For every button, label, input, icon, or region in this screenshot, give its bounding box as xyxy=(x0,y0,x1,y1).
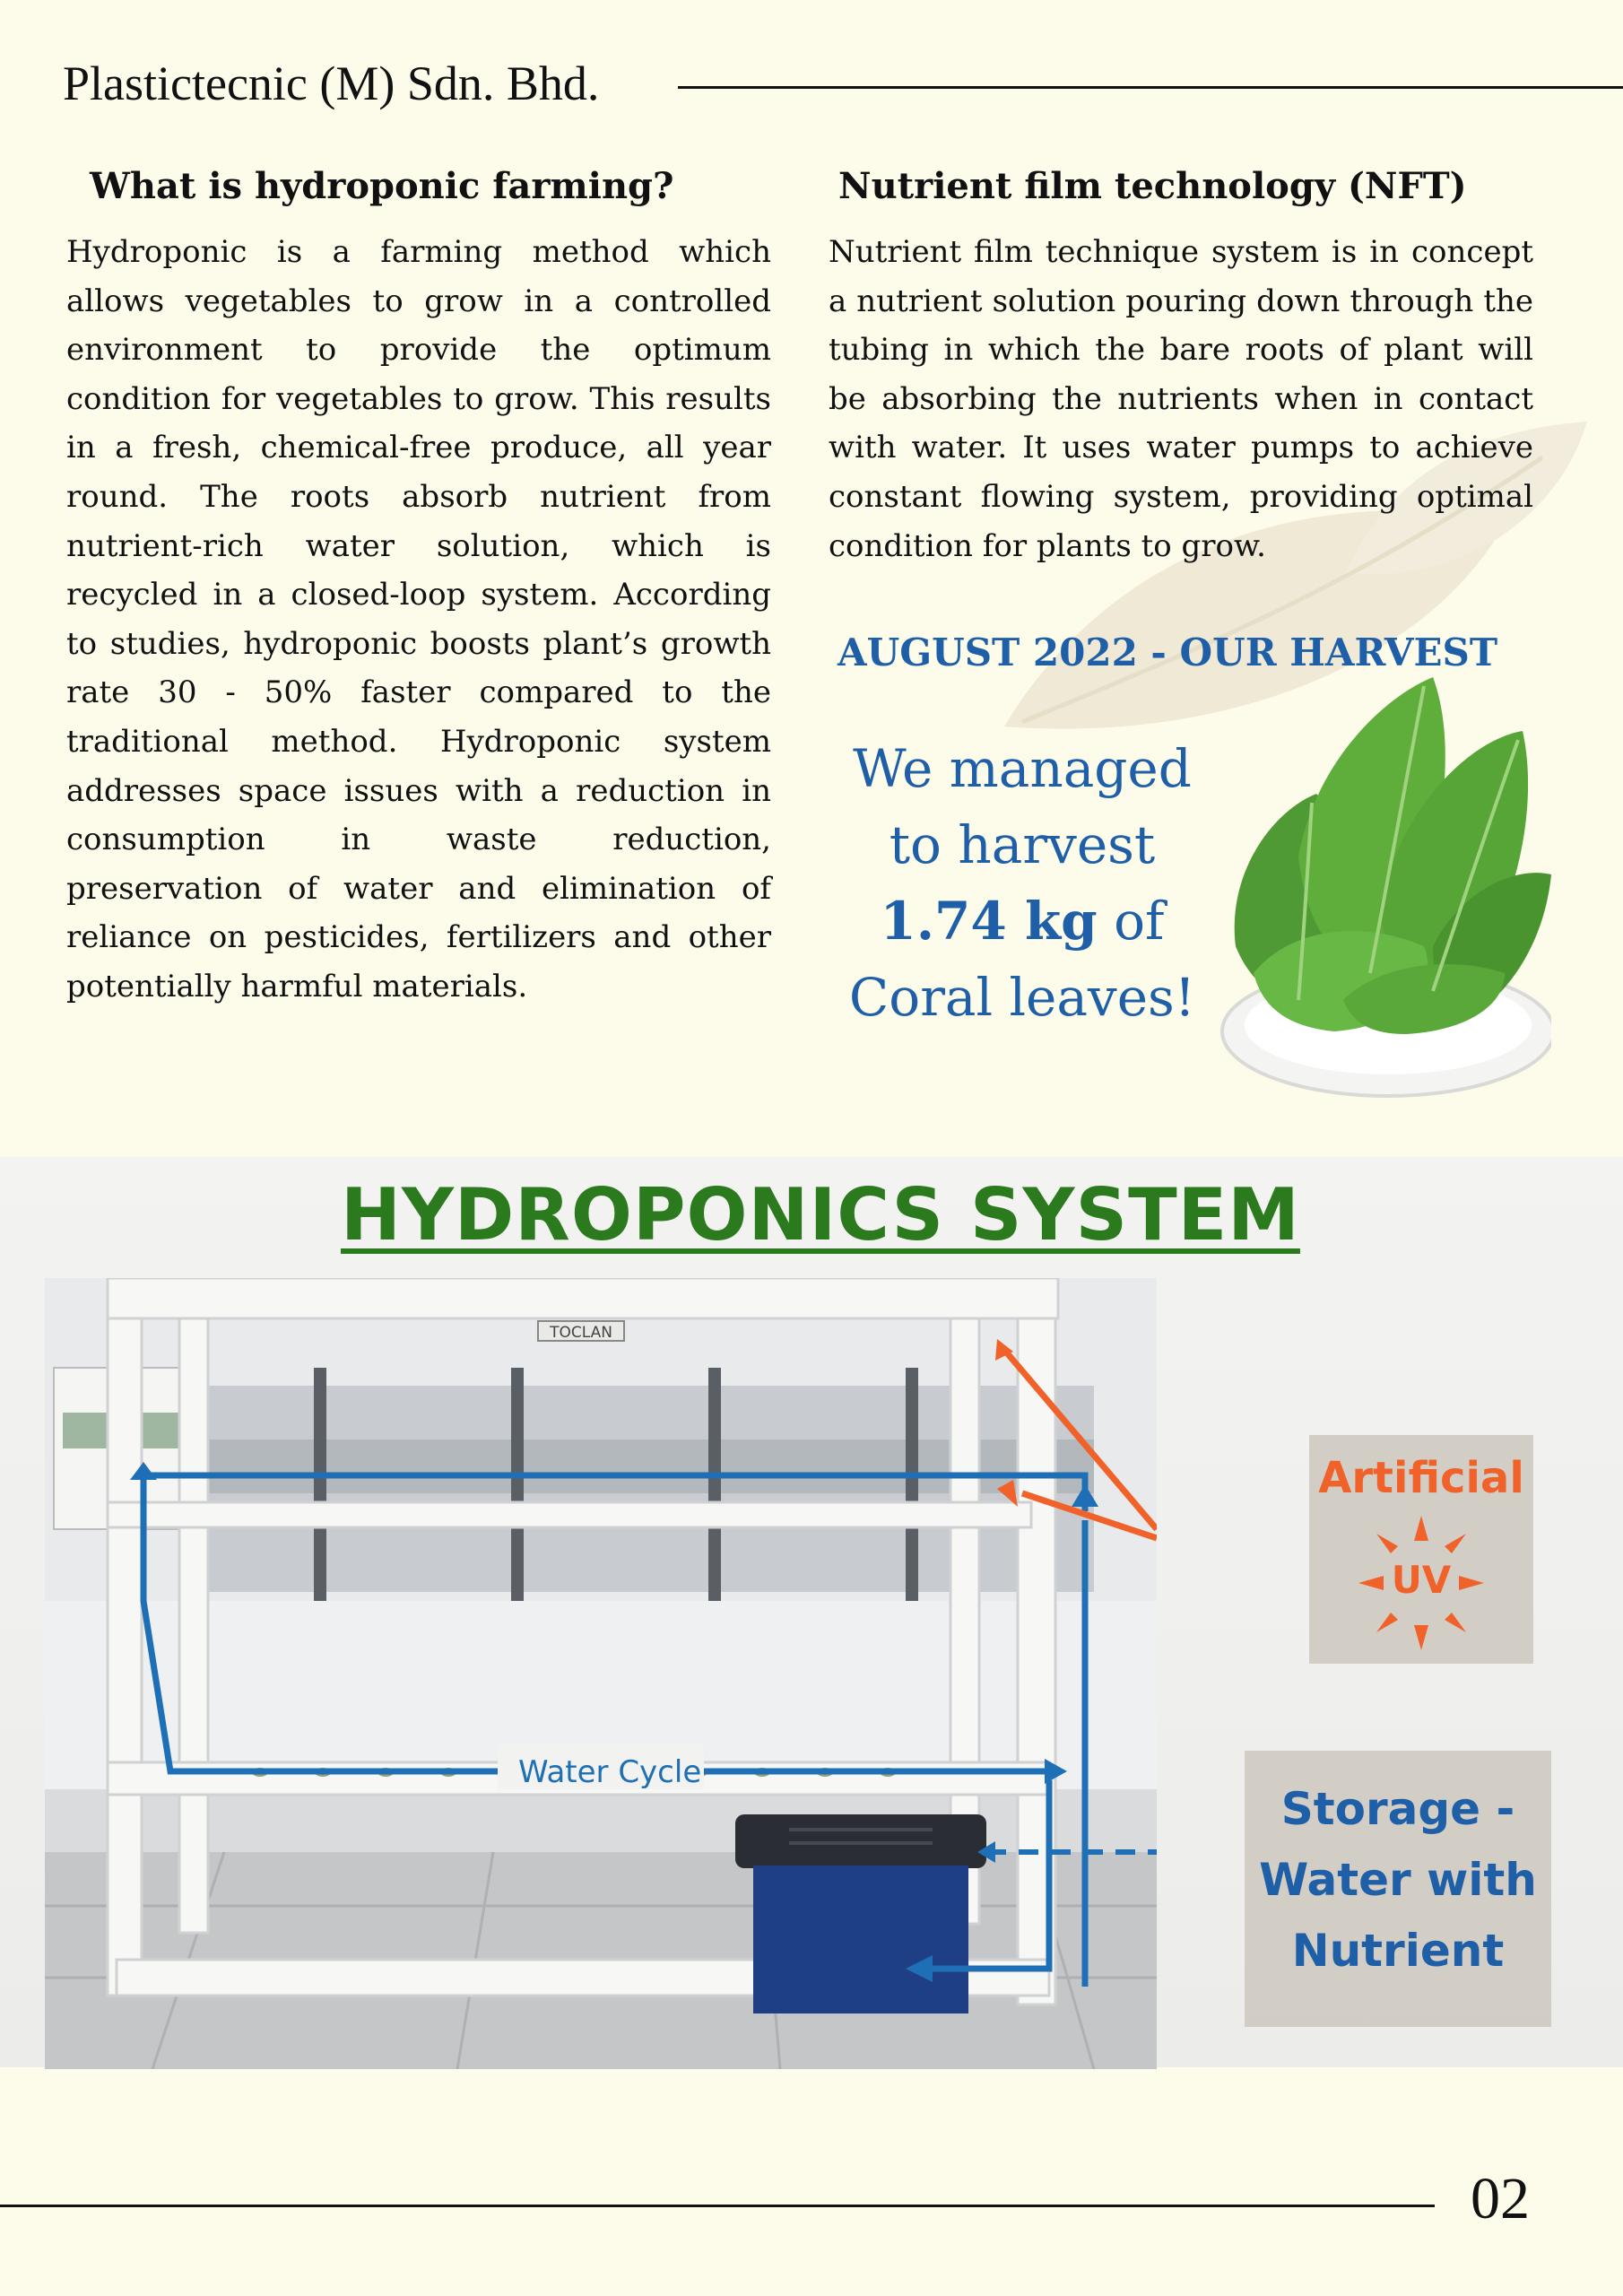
hydroponic-paragraph: Hydroponic is a farming method which allows vegetables to grow in a controlled environment to provide the optimum condition for vegetables to grow. This results in a fresh, chemical-free produce, all year round. The roots absorb nutrient from nutrient-rich water solution, which is recycled in a closed-loop system. According to studies, hydroponic boosts plant’s growth rate 30 - 50% faster compared to the traditional method. Hydroponic system addresses space issues with a reduction in consumption in waste reduction, preservation of water and elimination of reliance on pesticides, fertilizers and other potentially harmful materials. xyxy=(66,234,771,1004)
harvest-line-3 xyxy=(834,883,1211,960)
lettuce-photo xyxy=(1218,677,1551,1099)
harvest-line-2: to harvest xyxy=(889,814,1156,875)
harvest-of: of xyxy=(1097,891,1165,952)
storage-line-3: Nutrient xyxy=(1291,1925,1505,1977)
hydroponics-rack-photo xyxy=(45,1278,1157,2069)
storage-line-1: Storage - xyxy=(1280,1783,1515,1835)
harvest-line-4: Coral leaves! xyxy=(848,967,1196,1028)
nft-heading: Nutrient film technology (NFT) xyxy=(838,165,1467,207)
company-name: Plastictecnic (M) Sdn. Bhd. xyxy=(63,57,600,110)
footer-divider xyxy=(0,2205,1435,2207)
harvest-heading: AUGUST 2022 - OUR HARVEST xyxy=(838,631,1498,674)
nft-paragraph: Nutrient film technique system is in concept a nutrient solution pouring down through the tubing in which the bare roots of plant will be absorbing the nutrients when in contact with water. It uses water pumps to achieve constant flowing system, providing optimal condition for plants to grow. xyxy=(829,234,1533,564)
harvest-line-1: We managed xyxy=(853,738,1192,799)
brand-label: TOCLAN xyxy=(550,1324,612,1342)
uv-callout-label: Artificial xyxy=(1318,1453,1524,1503)
storage-line-2: Water with xyxy=(1259,1854,1537,1906)
hydroponic-heading: What is hydroponic farming? xyxy=(90,165,674,207)
storage-callout-label xyxy=(1245,1774,1551,1987)
page-number: 02 xyxy=(1471,2166,1530,2231)
harvest-amount: 1.74 kg xyxy=(880,891,1098,952)
header-divider xyxy=(678,86,1623,89)
system-title: HYDROPONICS SYSTEM xyxy=(341,1173,1300,1257)
uv-text: UV xyxy=(1391,1558,1452,1602)
water-cycle-label: Water Cycle xyxy=(518,1754,702,1790)
harvest-message xyxy=(834,731,1211,1036)
